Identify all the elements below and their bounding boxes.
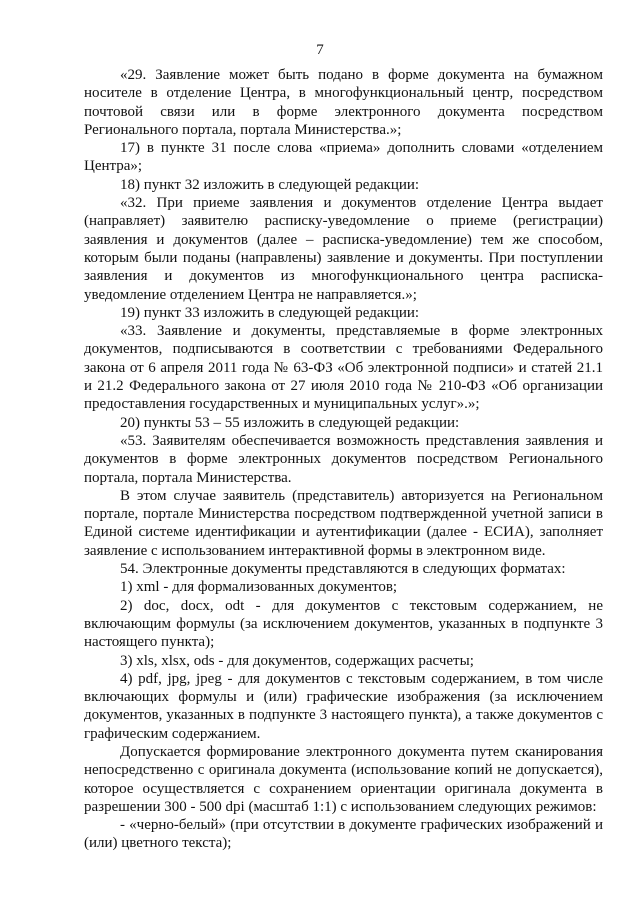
paragraph-format-xml: 1) xml - для формализованных документов; bbox=[120, 579, 398, 596]
paragraph-29: «29. Заявление может быть подано в форме документа на бумажном носителе в отделение Центра, в многофункциональный центр, посредством почтовой связи или в форме электронного документа посредством Регионального портала, портала Министерства.»; bbox=[84, 67, 603, 138]
document-body bbox=[84, 66, 603, 853]
paragraph-black-white-mode: - «черно-белый» (при отсутствии в документе графических изображений и (или) цветного текста); bbox=[84, 817, 603, 852]
paragraph-esia-authorization: В этом случае заявитель (представитель) авторизуется на Региональном портале, портале Министерства посредством подтвержденной учетной записи в Единой системе идентификации и аутентификации (далее - ЕСИА), заполняет заявление с использованием интерактивной формы в электронном виде. bbox=[84, 487, 603, 559]
paragraph-item-20: 20) пункты 53 – 55 изложить в следующей редакции: bbox=[120, 414, 460, 431]
paragraph-format-pdf: 4) pdf, jpg, jpeg - для документов с текстовым содержанием, в том числе включающих формулы и (или) графические изображения (за исключением документов, указанных в подпункте 3 настоящего пункта), а также документов с графическим содержанием. bbox=[84, 670, 603, 742]
paragraph-format-doc: 2) doc, docx, odt - для документов с текстовым содержанием, не включающим формулы (за исключением документов, указанных в подпункте 3 настоящего пункта); bbox=[84, 597, 603, 651]
paragraph-32: «32. При приеме заявления и документов отделение Центра выдает (направляет) заявителю расписку-уведомление о приеме (регистрации) заявления и документов (далее – расписка-уведомление) тем же способом, которым были поданы (направлены) заявление и документы. При поступлении заявления и документов из многофункционального центра расписка-уведомление отделением Центра не направляется.»; bbox=[84, 195, 603, 303]
paragraph-item-17: 17) в пункте 31 после слова «приема» дополнить словами «отделением Центра»; bbox=[84, 140, 603, 175]
paragraph-format-xls: 3) xls, xlsx, ods - для документов, содержащих расчеты; bbox=[120, 652, 474, 669]
paragraph-item-18: 18) пункт 32 изложить в следующей редакции: bbox=[120, 176, 420, 193]
page-number: 7 bbox=[316, 42, 324, 58]
paragraph-54: 54. Электронные документы представляются в следующих форматах: bbox=[120, 561, 566, 578]
paragraph-scanning: Допускается формирование электронного документа путем сканирования непосредственно с оригинала документа (использование копий не допускается), которое осуществляется с сохранением ориентации оригинала документа в разрешении 300 - 500 dpi (масштаб 1:1) с использованием следующих режимов: bbox=[84, 743, 603, 815]
paragraph-53: «53. Заявителям обеспечивается возможность представления заявления и документов в форме электронных документов посредством Регионального портала, портала Министерства. bbox=[84, 432, 603, 486]
paragraph-item-19: 19) пункт 33 изложить в следующей редакции: bbox=[120, 304, 420, 321]
paragraph-33: «33. Заявление и документы, представляемые в форме электронных документов, подписываются в соответствии с требованиями Федерального закона от 6 апреля 2011 года № 63-ФЗ «Об электронной подписи» и статей 21.1 и 21.2 Федерального закона от 27 июля 2010 года № 210-ФЗ «Об организации предоставления государственных и муниципальных услуг».»; bbox=[84, 323, 603, 413]
